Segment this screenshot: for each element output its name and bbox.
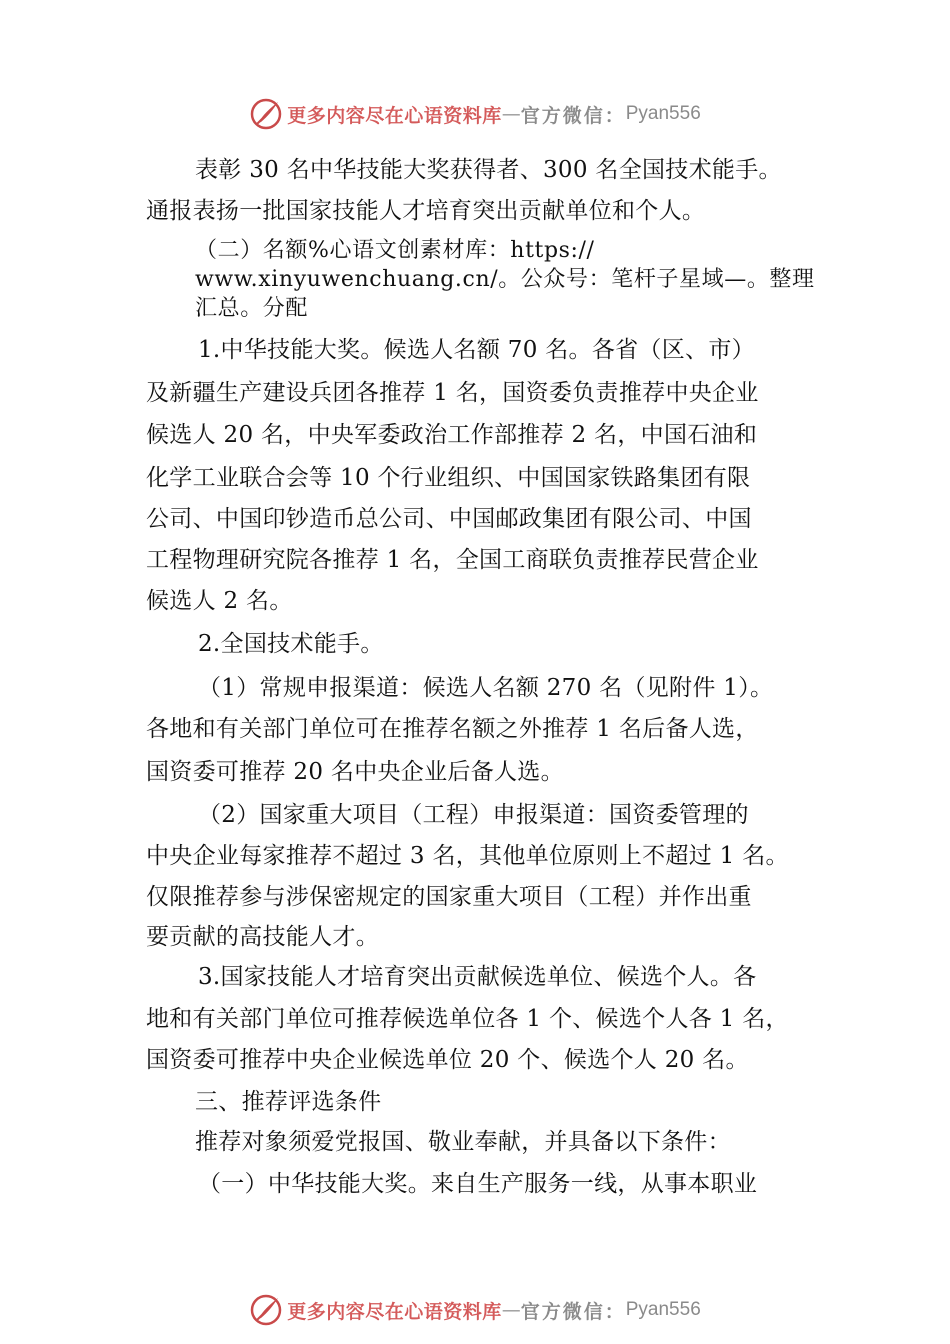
body-line: 要贡献的高技能人才。 bbox=[146, 924, 379, 950]
body-line: 3.国家技能人才培育突出贡献候选单位、候选个人。各 bbox=[198, 964, 757, 990]
body-line: 地和有关部门单位可推荐候选单位各 1 个、候选个人各 1 名， bbox=[146, 1006, 789, 1032]
banner-wechat-id: Pyan556 bbox=[625, 1299, 701, 1320]
body-line: 国资委可推荐中央企业候选单位 20 个、候选个人 20 名。 bbox=[146, 1047, 749, 1073]
body-line: 各地和有关部门单位可在推荐名额之外推荐 1 名后备人选， bbox=[146, 716, 759, 742]
body-line: 国资委可推荐 20 名中央企业后备人选。 bbox=[146, 759, 564, 785]
body-line: 2.全国技术能手。 bbox=[198, 631, 384, 657]
footer-banner bbox=[0, 1290, 950, 1330]
body-line: （一）中华技能大奖。来自生产服务一线，从事本职业 bbox=[198, 1171, 758, 1197]
banner-separator: — bbox=[501, 103, 521, 125]
body-line: （二）名额%心语文创素材库：https:// bbox=[195, 238, 595, 263]
banner-main-text: 更多内容尽在心语资料库 bbox=[287, 1300, 502, 1323]
banner-wechat-label: 官方微信： bbox=[520, 104, 626, 127]
section-heading: 三、推荐评选条件 bbox=[195, 1089, 382, 1115]
body-line: 及新疆生产建设兵团各推荐 1 名，国资委负责推荐中央企业 bbox=[146, 380, 759, 406]
body-line: www.xinyuwenchuang.cn/。公众号：笔杆子星域—。整理 bbox=[195, 267, 815, 292]
body-line: 公司、中国印钞造币总公司、中国邮政集团有限公司、中国 bbox=[146, 506, 752, 532]
body-line: 化学工业联合会等 10 个行业组织、中国国家铁路集团有限 bbox=[146, 465, 751, 491]
quill-logo-icon bbox=[249, 97, 283, 131]
banner-wechat-label: 官方微信： bbox=[520, 1300, 626, 1323]
body-line: 通报表扬一批国家技能人才培育突出贡献单位和个人。 bbox=[146, 198, 706, 224]
banner-wechat-id: Pyan556 bbox=[625, 103, 701, 124]
body-line: 仅限推荐参与涉保密规定的国家重大项目（工程）并作出重 bbox=[146, 884, 752, 910]
body-line: 表彰 30 名中华技能大奖获得者、300 名全国技术能手。 bbox=[195, 157, 782, 183]
quill-logo-icon bbox=[249, 1293, 283, 1327]
body-line: （1）常规申报渠道：候选人名额 270 名（见附件 1）。 bbox=[198, 675, 774, 701]
body-line: 汇总。分配 bbox=[195, 296, 309, 321]
header-banner bbox=[0, 94, 950, 134]
banner-main-text: 更多内容尽在心语资料库 bbox=[287, 104, 502, 127]
body-line: 工程物理研究院各推荐 1 名，全国工商联负责推荐民营企业 bbox=[146, 547, 759, 573]
body-line: 中央企业每家推荐不超过 3 名，其他单位原则上不超过 1 名。 bbox=[146, 843, 789, 869]
banner-separator: — bbox=[501, 1299, 521, 1321]
body-line: 候选人 2 名。 bbox=[146, 588, 293, 614]
body-line: 1.中华技能大奖。候选人名额 70 名。各省（区、市） bbox=[198, 337, 755, 363]
body-line: （2）国家重大项目（工程）申报渠道：国资委管理的 bbox=[198, 802, 749, 828]
body-line: 候选人 20 名，中央军委政治工作部推荐 2 名，中国石油和 bbox=[146, 422, 758, 448]
body-line: 推荐对象须爱党报国、敬业奉献，并具备以下条件： bbox=[195, 1129, 731, 1155]
